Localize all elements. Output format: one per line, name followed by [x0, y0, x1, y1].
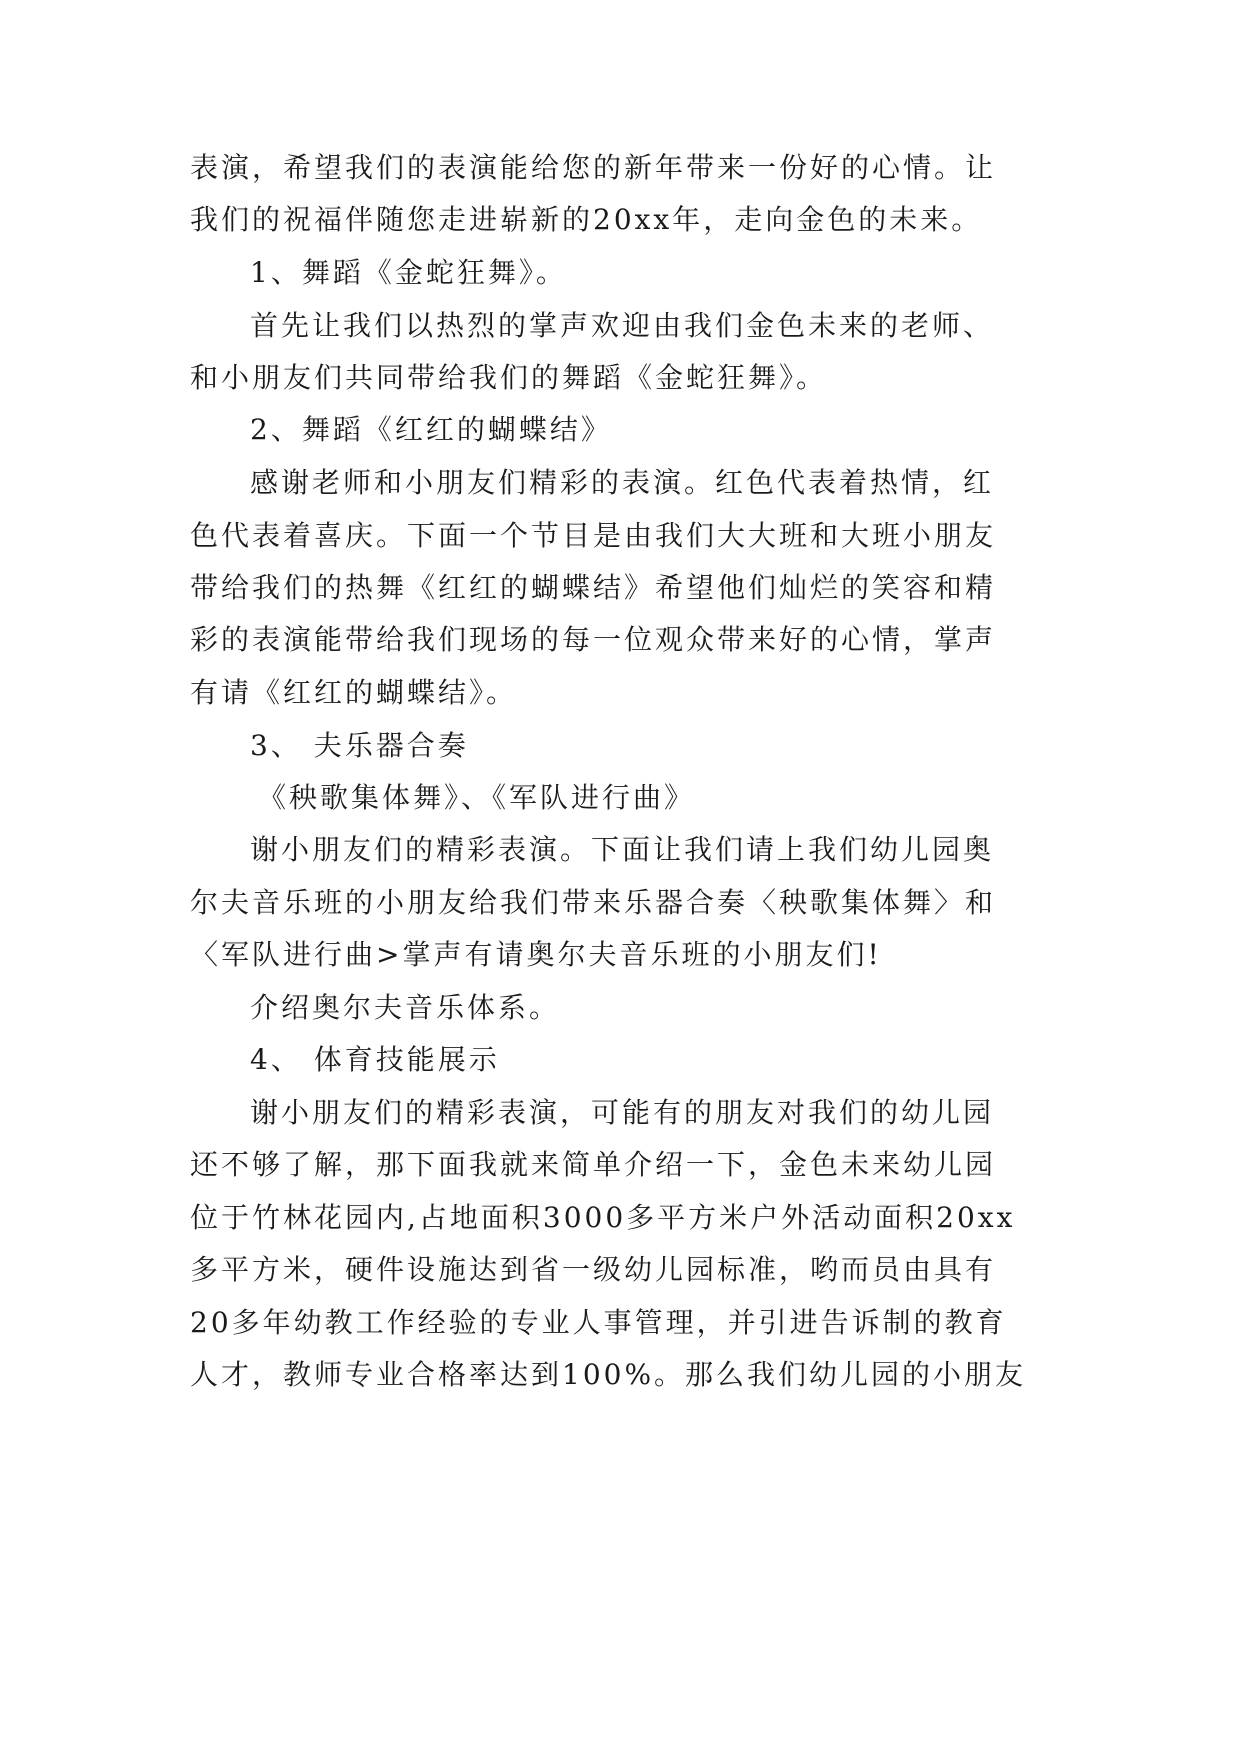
text-line: 首先让我们以热烈的掌声欢迎由我们金色未来的老师、: [250, 309, 995, 342]
text-line: 感谢老师和小朋友们精彩的表演。红色代表着热情，红: [250, 466, 995, 499]
text-line: 有请《红红的蝴蝶结》。: [190, 676, 518, 709]
text-line: 位于竹林花园内,占地面积3000多平方米户外活动面积20xx: [190, 1201, 1016, 1234]
text-line: 尔夫音乐班的小朋友给我们带来乐器合奏〈秧歌集体舞〉和: [190, 886, 997, 919]
text-line: 彩的表演能带给我们现场的每一位观众带来好的心情，掌声: [190, 623, 997, 656]
section-heading: 1、舞蹈《金蛇狂舞》。: [250, 256, 567, 289]
text-line: 我们的祝福伴随您走进崭新的20xx年，走向金色的未来。: [190, 203, 983, 236]
text-line: 色代表着喜庆。下面一个节目是由我们大大班和大班小朋友: [190, 519, 997, 552]
program-titles: 《秧歌集体舞》、《军队进行曲》: [258, 781, 696, 814]
text-line: 20多年幼教工作经验的专业人事管理，并引进告诉制的教育: [190, 1306, 1007, 1339]
text-line: 〈军队进行曲>掌声有请奥尔夫音乐班的小朋友们!: [190, 938, 882, 971]
text-line: 表演，希望我们的表演能给您的新年带来一份好的心情。让: [190, 151, 997, 184]
text-line: 带给我们的热舞《红红的蝴蝶结》希望他们灿烂的笑容和精: [190, 571, 997, 604]
text-line: 介绍奥尔夫音乐体系。: [250, 991, 561, 1024]
text-line: 和小朋友们共同带给我们的舞蹈《金蛇狂舞》。: [190, 361, 828, 394]
section-heading: 3、 夫乐器合奏: [250, 729, 469, 762]
text-line: 还不够了解，那下面我就来简单介绍一下，金色未来幼儿园: [190, 1148, 997, 1181]
text-line: 人才，教师专业合格率达到100%。那么我们幼儿园的小朋友: [190, 1358, 1027, 1391]
text-line: 谢小朋友们的精彩表演，可能有的朋友对我们的幼儿园: [250, 1096, 995, 1129]
section-heading: 2、舞蹈《红红的蝴蝶结》: [250, 413, 612, 446]
text-line: 谢小朋友们的精彩表演。下面让我们请上我们幼儿园奥: [250, 833, 995, 866]
section-heading: 4、 体育技能展示: [250, 1043, 500, 1076]
text-line: 多平方米，硬件设施达到省一级幼儿园标准，哟而员由具有: [190, 1253, 997, 1286]
